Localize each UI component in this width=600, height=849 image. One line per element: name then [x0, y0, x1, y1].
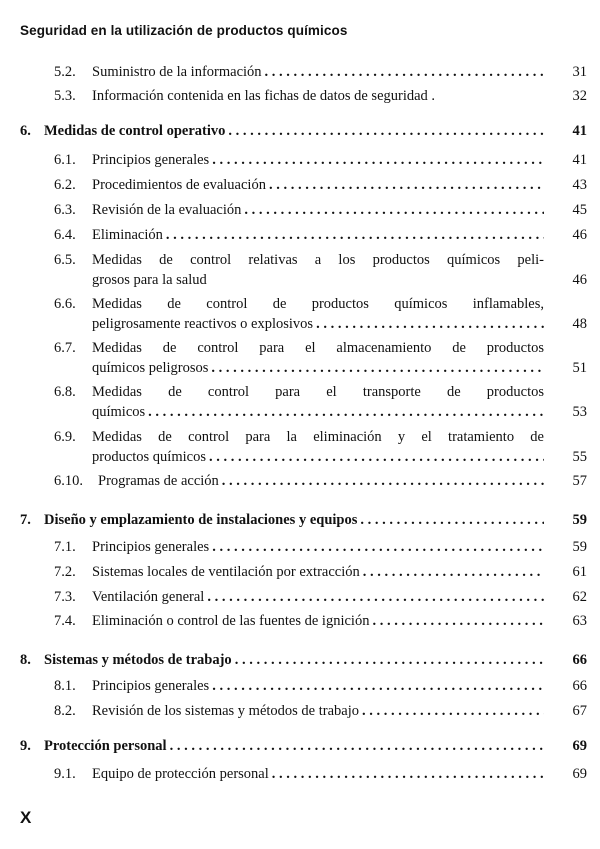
entry-page: 43	[572, 177, 587, 193]
entry-number: 6.1.	[54, 152, 76, 168]
dot-leader	[212, 537, 544, 557]
entry-title: Programas de acción	[98, 473, 219, 489]
chapter-number: 6.	[20, 123, 31, 139]
entry-title: Procedimientos de evaluación	[92, 177, 266, 193]
chapter-page: 66	[572, 652, 587, 668]
dot-leader	[316, 314, 544, 334]
entry-page: 61	[572, 564, 587, 580]
entry-title: Principios generales	[92, 152, 210, 168]
entry-page: 53	[572, 404, 587, 420]
entry-page: 62	[572, 589, 587, 605]
dot-leader	[170, 736, 544, 756]
entry-title-line-1: Medidas de control relativas a los productos químicos peli-	[92, 252, 544, 268]
entry-title: Eliminación	[92, 227, 163, 243]
entry-title: Equipo de protección personal	[92, 766, 269, 782]
chapter-title: Sistemas y métodos de trabajo	[44, 652, 232, 668]
entry-number: 6.2.	[54, 177, 76, 193]
entry-number: 6.6.	[54, 296, 76, 312]
entry-number: 6.8.	[54, 384, 76, 400]
entry-title-line-2: productos químicos	[92, 449, 206, 465]
entry-page: 69	[572, 766, 587, 782]
entry-page: 51	[572, 360, 587, 376]
entry-title-line-1: Medidas de control de productos químicos inflamables,	[92, 296, 544, 312]
entry-page: 67	[572, 703, 587, 719]
entry-title: Información contenida en las fichas de datos de seguridad .	[92, 88, 436, 104]
entry-number: 6.5.	[54, 252, 76, 268]
dot-leader	[148, 402, 544, 422]
chapter-number: 8.	[20, 652, 31, 668]
entry-title-line-1: Medidas de control para el transporte de productos	[92, 384, 544, 400]
entry-title: Principios generales	[92, 539, 210, 555]
entry-title-line-2: químicos	[92, 404, 146, 420]
page-folio: X	[20, 808, 32, 827]
chapter-page: 59	[572, 512, 587, 528]
entry-page: 46	[572, 227, 587, 243]
dot-leader	[272, 764, 544, 784]
entry-page: 66	[572, 678, 587, 694]
entry-title-line-1: Medidas de control para el almacenamiento de productos	[92, 340, 544, 356]
dot-leader	[363, 562, 544, 582]
dot-leader	[265, 62, 544, 82]
entry-number: 7.1.	[54, 539, 76, 555]
dot-leader	[228, 121, 544, 141]
entry-number: 9.1.	[54, 766, 76, 782]
dot-leader	[211, 358, 544, 378]
entry-page: 46	[572, 272, 587, 288]
dot-leader	[212, 676, 544, 696]
entry-page: 63	[572, 613, 587, 629]
entry-title: Eliminación o control de las fuentes de ignición	[92, 613, 370, 629]
entry-page: 45	[572, 202, 587, 218]
entry-title: Revisión de los sistemas y métodos de trabajo	[92, 703, 360, 719]
entry-title-line-2: peligrosamente reactivos o explosivos	[92, 316, 314, 332]
dot-leader	[212, 150, 544, 170]
chapter-title: Diseño y emplazamiento de instalaciones y equipos	[44, 512, 358, 528]
entry-title-line-1: Medidas de control para la eliminación y el tratamiento de	[92, 429, 544, 445]
dot-leader	[244, 200, 544, 220]
dot-leader	[362, 701, 544, 721]
entry-number: 6.3.	[54, 202, 76, 218]
dot-leader	[166, 225, 544, 245]
entry-title-line-2: grosos para la salud	[92, 272, 207, 288]
entry-title: Sistemas locales de ventilación por extracción	[92, 564, 360, 580]
chapter-title: Medidas de control operativo	[44, 123, 226, 139]
entry-number: 7.3.	[54, 589, 76, 605]
running-head: Seguridad en la utilización de productos químicos	[20, 23, 348, 38]
entry-number: 5.2.	[54, 64, 76, 80]
entry-page: 32	[572, 88, 587, 104]
entry-number: 5.3.	[54, 88, 76, 104]
chapter-page: 69	[572, 738, 587, 754]
chapter-page: 41	[572, 123, 587, 139]
entry-title: Suministro de la información	[92, 64, 262, 80]
entry-number: 7.2.	[54, 564, 76, 580]
dot-leader	[207, 587, 544, 607]
dot-leader	[269, 175, 544, 195]
entry-number: 6.10.	[54, 473, 83, 489]
dot-leader	[235, 650, 544, 670]
entry-number: 8.1.	[54, 678, 76, 694]
entry-title: Principios generales	[92, 678, 210, 694]
chapter-number: 9.	[20, 738, 31, 754]
entry-page: 48	[572, 316, 587, 332]
entry-page: 59	[572, 539, 587, 555]
entry-number: 6.4.	[54, 227, 76, 243]
entry-number: 6.9.	[54, 429, 76, 445]
dot-leader	[222, 471, 544, 491]
dot-leader	[360, 510, 544, 530]
chapter-number: 7.	[20, 512, 31, 528]
entry-title: Ventilación general	[92, 589, 205, 605]
entry-page: 55	[572, 449, 587, 465]
chapter-title: Protección personal	[44, 738, 167, 754]
entry-number: 6.7.	[54, 340, 76, 356]
entry-title-line-2: químicos peligrosos	[92, 360, 209, 376]
entry-page: 57	[572, 473, 587, 489]
entry-page: 41	[572, 152, 587, 168]
dot-leader	[372, 611, 544, 631]
entry-number: 8.2.	[54, 703, 76, 719]
dot-leader	[209, 447, 544, 467]
entry-title: Revisión de la evaluación	[92, 202, 242, 218]
entry-number: 7.4.	[54, 613, 76, 629]
entry-page: 31	[572, 64, 587, 80]
